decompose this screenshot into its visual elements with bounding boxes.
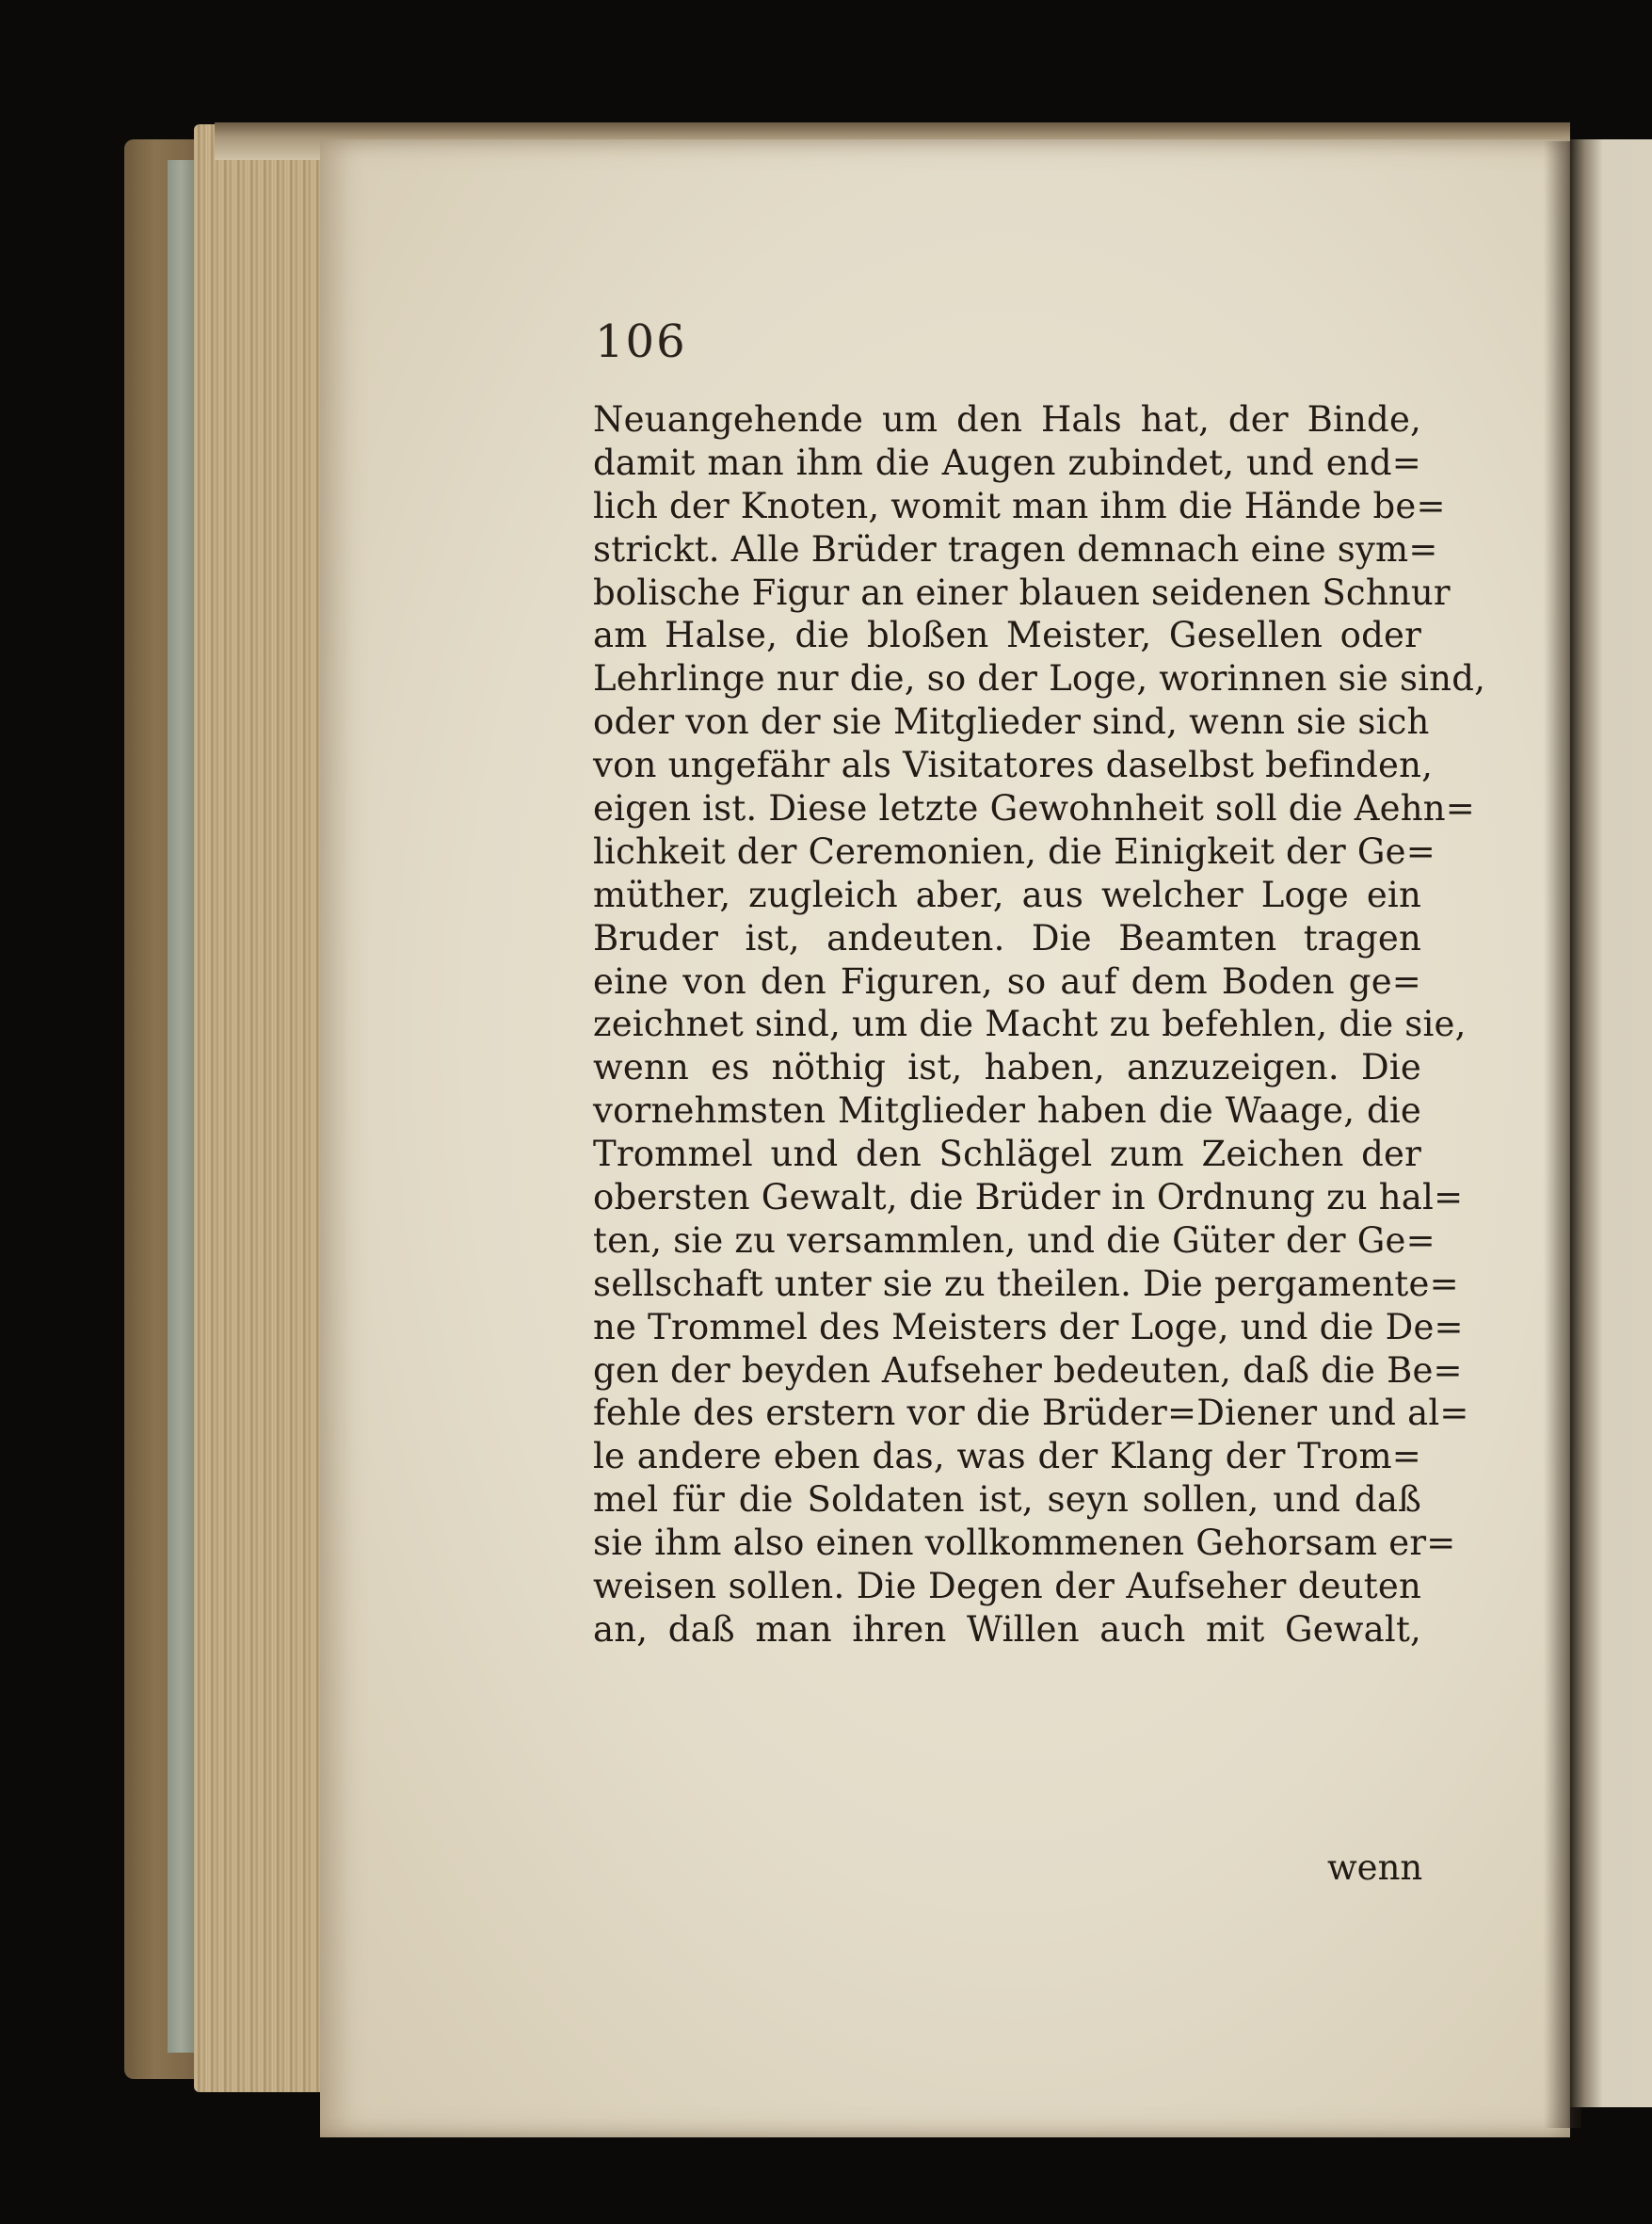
text-line: am Halse, die bloßen Meister, Gesellen oder (593, 615, 1421, 656)
facing-page (1570, 139, 1652, 2107)
text-line: an, daß man ihren Willen auch mit Gewalt, (593, 1608, 1421, 1650)
text-line: sie ihm also einen vollkommenen Gehorsam er= (593, 1523, 1456, 1564)
text-line: müther, zugleich aber, aus welcher Loge ein (593, 874, 1421, 915)
text-line: von ungefähr als Visitatores daselbst befinden, (593, 745, 1434, 786)
text-line: sellschaft unter sie zu theilen. Die pergamente= (593, 1263, 1459, 1304)
body-text (593, 398, 1486, 1652)
text-line: Lehrlinge nur die, so der Loge, worinnen sie sind, (593, 658, 1486, 700)
text-line: eigen ist. Diese letzte Gewohnheit soll die Aehn= (593, 788, 1475, 830)
text-line: wenn es nöthig ist, haben, anzuzeigen. Die (593, 1047, 1421, 1088)
page-number: 106 (595, 315, 687, 368)
text-line: Neuangehende um den Hals hat, der Binde, (593, 399, 1421, 440)
text-line: Bruder ist, andeuten. Die Beamten tragen (593, 917, 1421, 959)
catchword: wenn (1327, 1847, 1423, 1888)
text-line: damit man ihm die Augen zubindet, und end= (593, 442, 1421, 483)
text-line: vornehmsten Mitglieder haben die Waage, die (593, 1090, 1421, 1132)
text-line: weisen sollen. Die Degen der Aufseher deuten (593, 1566, 1421, 1607)
text-line: ne Trommel des Meisters der Loge, und die De= (593, 1306, 1464, 1347)
text-line: lichkeit der Ceremonien, die Einigkeit der Ge= (593, 830, 1435, 872)
text-line: strickt. Alle Brüder tragen demnach eine sym= (593, 528, 1438, 570)
text-line: mel für die Soldaten ist, seyn sollen, und daß (593, 1479, 1421, 1521)
text-line: zeichnet sind, um die Macht zu befehlen, die sie, (593, 1004, 1467, 1045)
text-line: oder von der sie Mitglieder sind, wenn sie sich (593, 701, 1430, 743)
text-line: eine von den Figuren, so auf dem Boden ge= (593, 960, 1421, 1002)
text-line: obersten Gewalt, die Brüder in Ordnung zu hal= (593, 1177, 1464, 1218)
text-line: bolische Figur an einer blauen seidenen Schnur (593, 572, 1451, 613)
text-line: lich der Knoten, womit man ihm die Hände be= (593, 485, 1446, 526)
page-edges (194, 124, 335, 2092)
text-line: ten, sie zu versammlen, und die Güter der Ge= (593, 1219, 1435, 1261)
text-line: fehle des erstern vor die Brüder=Diener und al= (593, 1393, 1469, 1434)
text-line: le andere eben das, was der Klang der Trom= (593, 1436, 1421, 1477)
text-line: gen der beyden Aufseher bedeuten, daß die Be= (593, 1349, 1463, 1391)
cover-lining (168, 160, 194, 2053)
text-line: Trommel und den Schlägel zum Zeichen der (593, 1134, 1421, 1175)
